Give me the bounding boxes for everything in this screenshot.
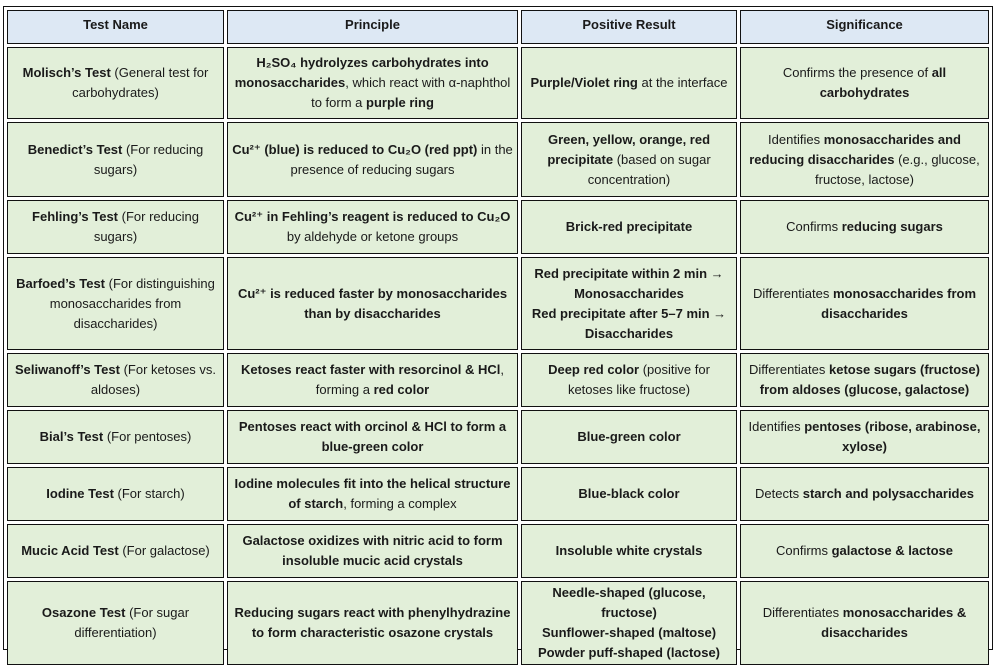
table-row [7, 581, 989, 665]
cell-significance [740, 200, 989, 254]
cell-positive-result [521, 353, 737, 407]
cell-test-name [7, 581, 224, 665]
cell-principle [227, 353, 518, 407]
text: by aldehyde or ketone groups [286, 229, 459, 244]
test-name-bold: Fehling’s Test [32, 209, 119, 224]
test-name-desc: (For sugar differentiation) [74, 605, 190, 640]
cell-test-name [7, 200, 224, 254]
bold-text: Ketoses react faster with resorcinol & HCl [241, 362, 501, 377]
test-name-desc: (For reducing sugars) [93, 141, 204, 177]
bold-text: Powder puff-shaped (lactose) [537, 645, 721, 660]
cell-positive-result [521, 410, 737, 464]
text: Detects [755, 486, 803, 501]
test-name-bold: Mucic Acid Test [21, 543, 119, 558]
bold-text: Insoluble white crystals [555, 543, 703, 558]
cell-principle [227, 200, 518, 254]
cell-principle [227, 581, 518, 665]
cell-positive-result [521, 257, 737, 350]
bold-text: Needle-shaped (glucose, fructose) [552, 585, 706, 620]
bold-text: monosaccharides and reducing disaccharides [749, 131, 961, 167]
bold-text: Blue-green color [577, 429, 681, 444]
cell-test-name [7, 257, 224, 350]
bold-text: purple ring [366, 95, 434, 110]
test-name-bold: Osazone Test [41, 605, 126, 620]
bold-text: Cu²⁺ in Fehling’s reagent is reduced to Cu₂O [234, 209, 511, 224]
cell-significance [740, 47, 989, 119]
bold-text: Red precipitate within 2 min → Monosaccharides [534, 265, 724, 301]
text: (based on sugar concentration) [587, 151, 711, 187]
cell-test-name [7, 353, 224, 407]
bold-text: monosaccharides from disaccharides [821, 285, 976, 321]
bold-text: Green, yellow, orange, red precipitate [547, 131, 711, 167]
test-name-bold: Bial’s Test [39, 429, 104, 444]
bold-text: Deep red color [548, 362, 640, 377]
test-name-desc: (For ketoses vs. aldoses) [90, 362, 217, 397]
text: (e.g., glucose, fructose, lactose) [815, 151, 980, 187]
test-name-desc: (For galactose) [118, 543, 210, 558]
test-name-desc: (For pentoses) [103, 429, 192, 444]
text: Confirms the presence of [782, 65, 932, 80]
bold-text: galactose & lactose [831, 543, 953, 558]
table-row [7, 353, 989, 407]
bold-text: Purple/Violet ring [530, 75, 638, 90]
cell-positive-result [521, 122, 737, 197]
bold-text: Pentoses react with orcinol & HCl to form a blue-green color [238, 419, 507, 454]
bold-text: H₂SO₄ hydrolyzes carbohydrates into monosaccharides [234, 55, 489, 90]
bold-text: red color [373, 382, 430, 397]
bold-text: Cu²⁺ (blue) is reduced to Cu₂O (red ppt) [232, 141, 478, 157]
table-row [7, 200, 989, 254]
bold-text: monosaccharides & disaccharides [821, 605, 967, 640]
text: Identifies [748, 419, 805, 434]
bold-text: ketose sugars (fructose) from aldoses (glucose, galactose) [759, 362, 980, 397]
text: Identifies [768, 131, 824, 147]
test-name-bold: Seliwanoff’s Test [14, 362, 120, 377]
table-row [7, 122, 989, 197]
cell-significance [740, 467, 989, 521]
table-row [7, 524, 989, 578]
cell-significance [740, 410, 989, 464]
cell-test-name [7, 47, 224, 119]
text: Confirms [775, 543, 832, 558]
cell-test-name [7, 122, 224, 197]
table-row [7, 257, 989, 350]
cell-principle [227, 410, 518, 464]
cell-principle [227, 47, 518, 119]
cell-significance [740, 122, 989, 197]
header-principle: Principle [227, 10, 518, 44]
test-name-desc: (For starch) [113, 486, 185, 501]
text: Differentiates [752, 285, 833, 301]
cell-test-name [7, 410, 224, 464]
test-name-desc: (General test for carbohydrates) [72, 65, 209, 100]
bold-text: Cu²⁺ is reduced faster by monosaccharides than by disaccharides [237, 285, 508, 321]
cell-principle [227, 257, 518, 350]
cell-significance [740, 581, 989, 665]
table-body [7, 47, 989, 665]
cell-test-name [7, 467, 224, 521]
header-positive-result: Positive Result [521, 10, 737, 44]
cell-significance [740, 257, 989, 350]
carbohydrate-tests-table-frame [3, 6, 993, 660]
text: (positive for ketoses like fructose) [567, 362, 710, 397]
header-test-name: Test Name [7, 10, 224, 44]
cell-significance [740, 524, 989, 578]
cell-positive-result [521, 581, 737, 665]
text: Confirms [786, 219, 842, 234]
test-name-bold: Barfoed’s Test [16, 275, 106, 291]
text: , forming a complex [343, 496, 457, 511]
bold-text: starch and polysaccharides [802, 486, 974, 501]
cell-positive-result [521, 200, 737, 254]
test-name-bold: Benedict’s Test [27, 141, 123, 157]
table-row [7, 410, 989, 464]
cell-positive-result [521, 47, 737, 119]
table-row [7, 467, 989, 521]
cell-test-name [7, 524, 224, 578]
test-name-desc: (For reducing sugars) [93, 209, 199, 244]
bold-text: Blue-black color [578, 486, 680, 501]
text: at the interface [637, 75, 728, 90]
text: Differentiates [762, 605, 843, 620]
bold-text: Galactose oxidizes with nitric acid to form insoluble mucic acid crystals [242, 533, 503, 568]
text: , which react with α-naphthol to form a [311, 75, 511, 110]
text: in the presence of reducing sugars [290, 141, 513, 177]
text: , forming a [315, 362, 504, 397]
bold-text: Reducing sugars react with phenylhydrazine to form characteristic osazone crystals [234, 605, 511, 640]
text: Differentiates [749, 362, 829, 377]
cell-principle [227, 524, 518, 578]
table-row [7, 47, 989, 119]
carbohydrate-tests-table [4, 7, 992, 668]
cell-significance [740, 353, 989, 407]
cell-principle [227, 122, 518, 197]
bold-text: all carbohydrates [819, 65, 947, 100]
cell-principle [227, 467, 518, 521]
test-name-bold: Molisch’s Test [22, 65, 111, 80]
bold-text: pentoses (ribose, arabinose, xylose) [804, 419, 981, 454]
test-name-bold: Iodine Test [46, 486, 114, 501]
bold-text: Iodine molecules fit into the helical structure of starch [234, 476, 511, 511]
bold-text: Sunflower-shaped (maltose) [541, 625, 717, 640]
cell-positive-result [521, 524, 737, 578]
test-name-desc: (For distinguishing monosaccharides from disaccharides) [49, 275, 215, 331]
bold-text: Brick-red precipitate [565, 219, 693, 234]
bold-text: Red precipitate after 5–7 min → Disaccharides [531, 305, 727, 341]
header-row [7, 10, 989, 44]
bold-text: reducing sugars [841, 219, 943, 234]
cell-positive-result [521, 467, 737, 521]
header-significance: Significance [740, 10, 989, 44]
